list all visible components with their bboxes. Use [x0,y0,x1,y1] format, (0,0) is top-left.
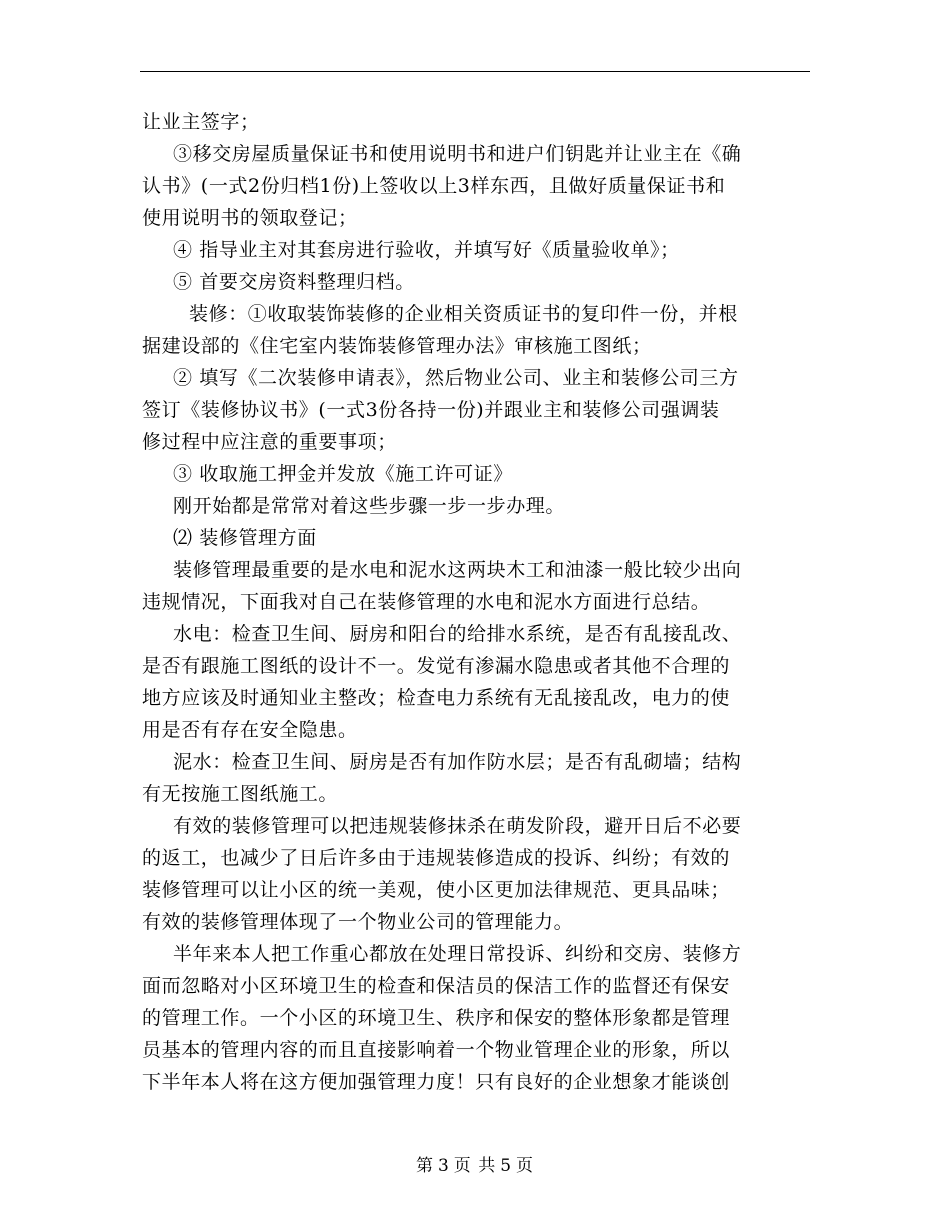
header-rule [140,71,810,72]
footer-middle: 页 共 [453,1156,497,1176]
footer-prefix: 第 [415,1156,434,1176]
text-line: 面而忽略对小区环境卫生的检查和保洁员的保洁工作的监督还有保安 [142,975,731,997]
text-line: 有效的装修管理可以把违规装修抹杀在萌发阶段，避开日后不必要 [173,815,742,837]
text-line: ④ 指导业主对其套房进行验收，并填写好《质量验收单》； [173,239,680,261]
page-footer [0,1155,950,1177]
text-line: 水电：检查卫生间、厨房和阳台的给排水系统，是否有乱接乱改、 [173,623,742,645]
page-body [142,106,810,1098]
text-line: 下半年本人将在这方便加强管理力度！只有良好的企业想象才能谈创 [142,1071,731,1093]
text-line: 使用说明书的领取登记； [142,207,358,229]
footer-suffix: 页 [516,1156,535,1176]
text-line: 用是否有存在安全隐患。 [142,719,358,741]
text-line: 有效的装修管理体现了一个物业公司的管理能力。 [142,911,574,933]
text-line: 据建设部的《住宅室内装饰装修管理办法》审核施工图纸； [142,335,652,357]
text-line: ② 填写《二次装修申请表》，然后物业公司、业主和装修公司三方 [173,367,739,389]
text-line: 是否有跟施工图纸的设计不一。发觉有渗漏水隐患或者其他不合理的 [142,655,731,677]
text-line: 让业主签字； [142,111,260,133]
text-line: 修过程中应注意的重要事项； [142,431,397,453]
total-pages-number: 5 [500,1156,513,1176]
text-line: 泥水：检查卫生间、厨房是否有加作防水层；是否有乱砌墙；结构 [173,751,742,773]
text-line: 的管理工作。一个小区的环境卫生、秩序和保安的整体形象都是管理 [142,1007,731,1029]
text-line: 签订《装修协议书》(一式3份各持一份)并跟业主和装修公司强调装 [142,399,720,421]
text-line: 认书》(一式2份归档1份)上签收以上3样东西，且做好质量保证书和 [142,175,726,197]
text-line: 装修：①收取装饰装修的企业相关资质证书的复印件一份，并根 [189,303,738,325]
text-line: ③移交房屋质量保证书和使用说明书和进户们钥匙并让业主在《确 [173,143,742,165]
text-line: 装修管理最重要的是水电和泥水这两块木工和油漆一般比较少出向 [173,559,742,581]
text-line: 员基本的管理内容的而且直接影响着一个物业管理企业的形象，所以 [142,1039,731,1061]
text-line: 刚开始都是常常对着这些步骤一步一步办理。 [173,495,566,517]
text-line: 违规情况，下面我对自己在装修管理的水电和泥水方面进行总结。 [142,591,711,613]
text-line: 装修管理可以让小区的统一美观，使小区更加法律规范、更具品味； [142,879,731,901]
text-line: ③ 收取施工押金并发放《施工许可证》 [173,463,513,485]
text-line: 有无按施工图纸施工。 [142,783,339,805]
current-page-number: 3 [437,1156,450,1176]
text-line: ⑤ 首要交房资料整理归档。 [173,271,415,293]
text-line: ⑵ 装修管理方面 [173,527,317,549]
text-line: 地方应该及时通知业主整改；检查电力系统有无乱接乱改，电力的使 [142,687,731,709]
text-line: 半年来本人把工作重心都放在处理日常投诉、纠纷和交房、装修方 [173,943,742,965]
text-line: 的返工，也减少了日后许多由于违规装修造成的投诉、纠纷；有效的 [142,847,731,869]
